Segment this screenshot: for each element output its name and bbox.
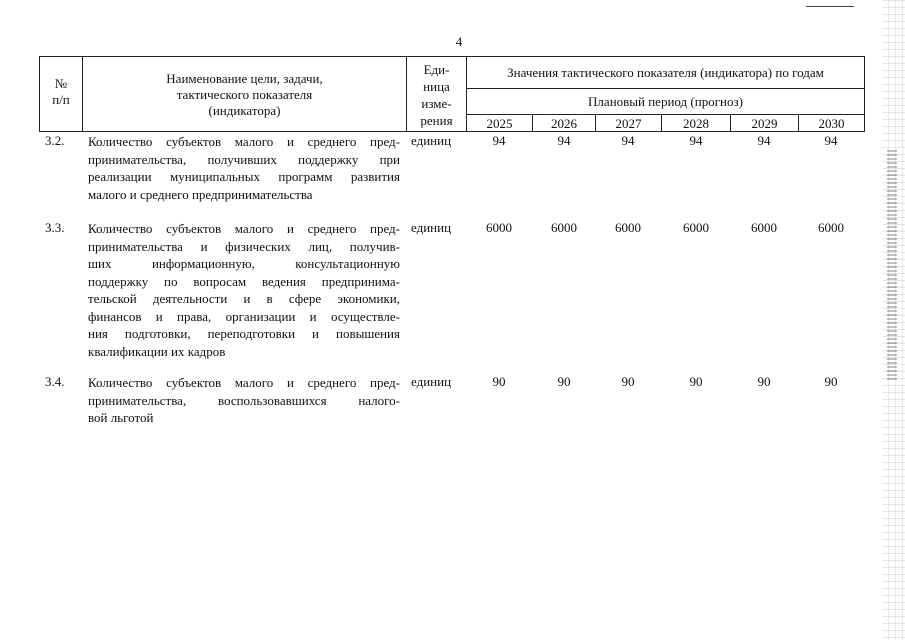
header-unit-line-4: рения [420,113,453,128]
row-name-line: финансов и права, организации и осуществле- [88,308,400,324]
header-num-line-2: п/п [52,92,70,107]
header-unit-line-2: ница [423,79,450,94]
table-header [0,0,905,140]
row-name-line: малого и среднего предпринимательства [88,186,313,202]
row-value-2030: 6000 [818,220,844,235]
header-name [83,68,406,122]
row-value-2025: 6000 [486,220,512,235]
header-num-line-1: № [54,76,68,91]
row-name-line: вой льготой [88,410,154,425]
row-value-2028: 90 [689,374,703,389]
row-number: 3.3. [45,220,65,235]
header-bottom-rule [39,131,865,132]
header-year-2027: 2027 [615,116,642,131]
row-unit: единиц [411,220,452,235]
row-name-line: реализации муниципальных программ развития [88,169,400,184]
scan-edge-artifact [882,0,905,640]
row-name [88,133,400,203]
header-unit [407,59,466,131]
row-value-2025: 94 [492,133,506,148]
row-unit: единиц [411,133,452,148]
header-year-2030: 2030 [818,116,845,131]
row-value-2029: 6000 [751,220,777,235]
header-num [40,74,82,110]
header-year-2029: 2029 [751,116,778,131]
row-name [88,220,400,360]
row-name-line: принимательства, получивших поддержку при [88,151,400,167]
row-value-2026: 6000 [551,220,577,235]
row-name-line: Количество субъектов малого и среднего пред- [88,134,400,149]
row-name-line: принимательства и физических лиц, получив- [88,238,400,254]
header-unit-line-1: Еди- [423,62,450,77]
header-year-2026: 2026 [551,116,577,131]
row-name-line: тельской деятельности и в сфере экономики, [88,291,400,306]
header-period-rule [466,114,865,115]
row-name-line: Количество субъектов малого и среднего пред- [88,375,400,390]
header-name-line-1: Наименование цели, задачи, [166,71,323,86]
header-period-title: Плановый период (прогноз) [588,94,743,109]
row-value-2029: 94 [757,133,771,148]
header-name-line-3: (индикатора) [208,103,281,118]
row-name-line: квалификации их кадров [88,343,226,359]
row-value-2028: 94 [689,133,703,148]
row-name-line: поддержку по вопросам ведения предпринима- [88,273,400,289]
row-value-2027: 90 [621,374,635,389]
header-name-line-2: тактического показателя [176,87,313,102]
header-top-rule [39,56,865,57]
row-value-2026: 90 [557,374,571,389]
row-value-2027: 6000 [615,220,641,235]
page-number: 4 [455,34,463,49]
row-value-2029: 90 [757,374,771,389]
col-rule-right [864,56,865,132]
row-value-2027: 94 [621,133,635,148]
row-number: 3.4. [45,374,65,389]
row-value-2026: 94 [557,133,571,148]
header-year-2025: 2025 [486,116,513,131]
row-value-2030: 94 [824,133,838,148]
row-value-2025: 90 [492,374,506,389]
header-values-title: Значения тактического показателя (индикатора) по годам [507,65,824,80]
row-name-line: принимательства, воспользовавшихся налого- [88,392,400,408]
row-unit: единиц [411,374,452,389]
row-name [88,374,400,427]
header-year-2028: 2028 [683,116,709,131]
row-number: 3.2. [45,133,65,148]
row-name-line: ния подготовки, переподготовки и повышения [88,326,400,341]
header-mid-rule [466,88,865,89]
row-value-2030: 90 [824,374,838,389]
header-unit-line-3: изме- [421,96,452,111]
row-name-line: Количество субъектов малого и среднего пред- [88,221,400,236]
row-value-2028: 6000 [683,220,709,235]
row-name-line: ших информационную, консультационную [88,256,400,271]
